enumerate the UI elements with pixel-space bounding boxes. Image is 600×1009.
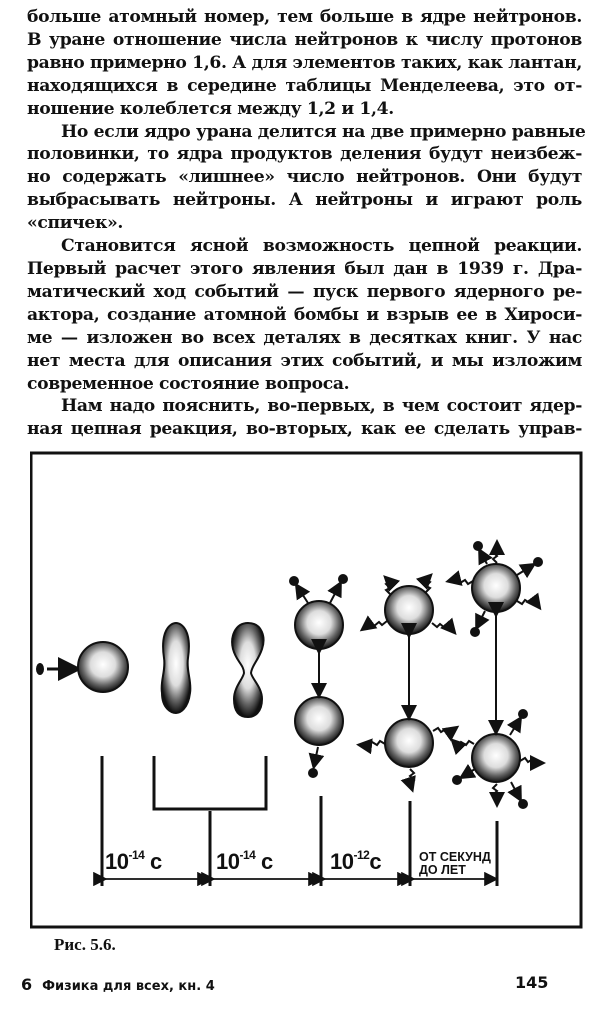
interval-label-4: ОТ СЕКУНД ДО ЛЕТ: [419, 850, 491, 877]
elongated-nucleus-icon: [162, 623, 191, 713]
fragment-top-icon: [385, 586, 433, 634]
book-title: Физика для всех, кн. 4: [42, 979, 215, 994]
signature-mark: 6: [21, 975, 33, 994]
paragraph-3: [27, 235, 582, 395]
uranium-nucleus-icon: [78, 642, 128, 692]
text-line: ная цепная реакция, во-вторых, как ее сделать управ-: [27, 419, 582, 440]
text-line: Нам надо пояснить, во-первых, в чем состоит ядер-: [61, 396, 582, 417]
fission-figure: [30, 451, 583, 931]
text-line: но содержать «лишнее» число нейтронов. Они будут: [27, 167, 582, 188]
fragment-bottom-icon: [385, 719, 433, 767]
text-line: выбрасывать нейтроны. А нейтроны и играют роль: [27, 190, 582, 211]
text-line: В уране отношение числа нейтронов к числу протонов: [27, 29, 582, 50]
text-line: Становится ясной возможность цепной реакции.: [61, 236, 582, 257]
figure-caption: Рис. 5.6.: [54, 935, 116, 954]
paragraph-1: [27, 6, 582, 121]
text-line: больше атомный номер, тем больше в ядре нейтронов.: [27, 7, 582, 27]
text-line: Но если ядро урана делится на две примерно равные: [61, 121, 586, 142]
text-line: «спичек».: [27, 213, 124, 234]
text-line: актора, создание атомной бомбы и взрыв ее в Хироси-: [27, 304, 582, 325]
text-line: ме — изложен во всех деталях в десятках книг. У нас: [27, 327, 582, 348]
fragment-top-icon: [295, 601, 343, 649]
interval-label-2: $10^{-14}$ с: [216, 847, 273, 874]
page-footer: [21, 975, 215, 994]
text-line: современное состояние вопроса.: [27, 373, 350, 394]
text-line: Первый расчет этого явления был дан в 1939 г. Дра-: [27, 258, 582, 279]
fragment-bottom-icon: [472, 734, 520, 782]
paragraph-2: [27, 121, 586, 236]
body-text: [27, 6, 586, 441]
interval-label-1: $10^{-14}$ с: [105, 847, 162, 874]
incoming-neutron-icon: [36, 663, 76, 675]
text-line: половинки, то ядра продуктов деления будут неизбеж-: [27, 144, 582, 165]
fragment-top-icon: [472, 564, 520, 612]
text-line: ношение колеблется между 1,2 и 1,4.: [27, 98, 394, 119]
fragment-bottom-icon: [295, 697, 343, 745]
paragraph-4: [27, 395, 582, 441]
page-number: 145: [515, 973, 549, 992]
interval-label-3: $10^{-12}с$: [330, 847, 382, 874]
text-line: нет места для описания этих событий, и мы изложим: [27, 350, 582, 371]
text-line: матический ход событий — пуск первого ядерного ре-: [27, 281, 582, 302]
text-line: находящихся в середине таблицы Менделеева, это от-: [27, 75, 582, 96]
necked-nucleus-icon: [232, 623, 263, 717]
text-line: равно примерно 1,6. А для элементов таких, как лантан,: [27, 52, 582, 73]
